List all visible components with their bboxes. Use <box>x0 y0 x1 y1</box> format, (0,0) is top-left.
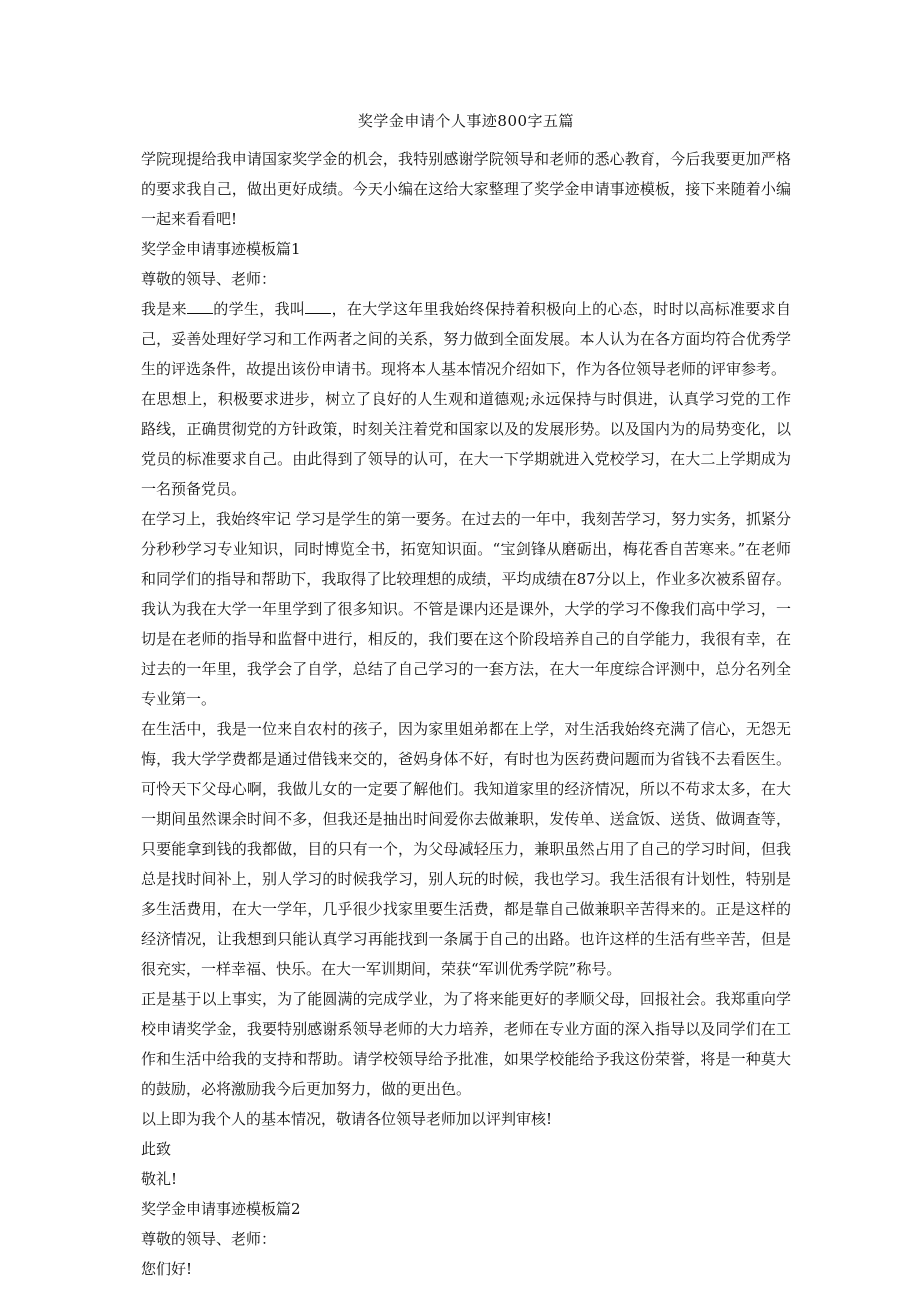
paragraph-self-intro <box>141 294 791 384</box>
paragraph-application: 正是基于以上事实，为了能圆满的完成学业，为了将来能更好的孝顺父母，回报社会。我郑重向学校申请奖学金，我要特别感谢系领导老师的大力培养，老师在专业方面的深入指导以及同学们在工作和生活中给我的支持和帮助。请学校领导给予批准，如果学校能给予我这份荣誉，将是一种莫大的鼓励，必将激励我今后更加努力，做的更出色。 <box>141 990 791 1098</box>
fill-blank <box>305 299 331 314</box>
closing-line-1: 此致 <box>141 1140 172 1158</box>
text-segment: 我是来 <box>141 300 187 318</box>
fill-blank <box>187 299 213 314</box>
document-title: 奖学金申请个人事迹800字五篇 <box>357 112 575 130</box>
document-page <box>141 106 791 1284</box>
paragraph-thought: 在思想上，积极要求进步，树立了良好的人生观和道德观;永远保持与时俱进，认真学习党的工作路线，正确贯彻党的方针政策，时刻关注着党和国家以及的发展形势。以及国内为的局势变化，以党员的标准要求自己。由此得到了领导的认可，在大一下学期就进入党校学习，在大二上学期成为一名预备党员。 <box>141 390 791 498</box>
salutation-2: 尊敬的领导、老师： <box>141 1230 277 1248</box>
section-heading-1: 奖学金申请事迹模板篇1 <box>141 240 301 258</box>
closing-line-2: 敬礼! <box>141 1170 178 1188</box>
greeting-2: 您们好! <box>141 1260 193 1278</box>
paragraph-summary: 以上即为我个人的基本情况，敬请各位领导老师加以评判审核! <box>141 1110 553 1128</box>
intro-paragraph: 学院现提给我申请国家奖学金的机会，我特别感谢学院领导和老师的悉心教育，今后我要更加严格的要求我自己，做出更好成绩。今天小编在这给大家整理了奖学金申请事迹模板，接下来随着小编一起来看看吧! <box>141 150 791 228</box>
paragraph-life: 在生活中，我是一位来自农村的孩子，因为家里姐弟都在上学，对生活我始终充满了信心，无怨无悔，我大学学费都是通过借钱来交的，爸妈身体不好，有时也为医药费问题而为省钱不去看医生。可怜天下父母心啊，我做儿女的一定要了解他们。我知道家里的经济情况，所以不苟求太多，在大一期间虽然课余时间不多，但我还是抽出时间爱你去做兼职，发传单、送盒饭、送货、做调查等，只要能拿到钱的我都做，目的只有一个，为父母减轻压力，兼职虽然占用了自己的学习时间，但我总是找时间补上，别人学习的时候我学习，别人玩的时候，我也学习。我生活很有计划性，特别是多生活费用，在大一学年，几乎很少找家里要生活费，都是靠自己做兼职辛苦得来的。正是这样的经济情况，让我想到只能认真学习再能找到一条属于自己的出路。也许这样的生活有些辛苦，但是很充实，一样幸福、快乐。在大一军训期间，荣获“军训优秀学院”称号。 <box>141 720 791 978</box>
text-segment: 的学生，我叫 <box>212 300 306 318</box>
section-heading-2: 奖学金申请事迹模板篇2 <box>141 1200 301 1218</box>
text-segment: ，在大学这年里我始终保持着积极向上的心态，时时以高标准要求自己，妥善处理好学习和工作两者之间的关系，努力做到全面发展。本人认为在各方面均符合优秀学生的评选条件，故提出该份申请书。现将本人基本情况介绍如下，作为各位领导老师的评审参考。 <box>141 300 791 378</box>
salutation-1: 尊敬的领导、老师： <box>141 270 277 288</box>
paragraph-study: 在学习上，我始终牢记 学习是学生的第一要务。在过去的一年中，我刻苦学习，努力实务，抓紧分分秒秒学习专业知识，同时博览全书，拓宽知识面。“宝剑锋从磨砺出，梅花香自苦寒来。”在老师和同学们的指导和帮助下，我取得了比较理想的成绩，平均成绩在87分以上，作业多次被系留存。我认为我在大学一年里学到了很多知识。不管是课内还是课外，大学的学习不像我们高中学习，一切是在老师的指导和监督中进行，相反的，我们要在这个阶段培养自己的自学能力，我很有幸，在过去的一年里，我学会了自学，总结了自己学习的一套方法，在大一年度综合评测中，总分名列全专业第一。 <box>141 510 791 708</box>
